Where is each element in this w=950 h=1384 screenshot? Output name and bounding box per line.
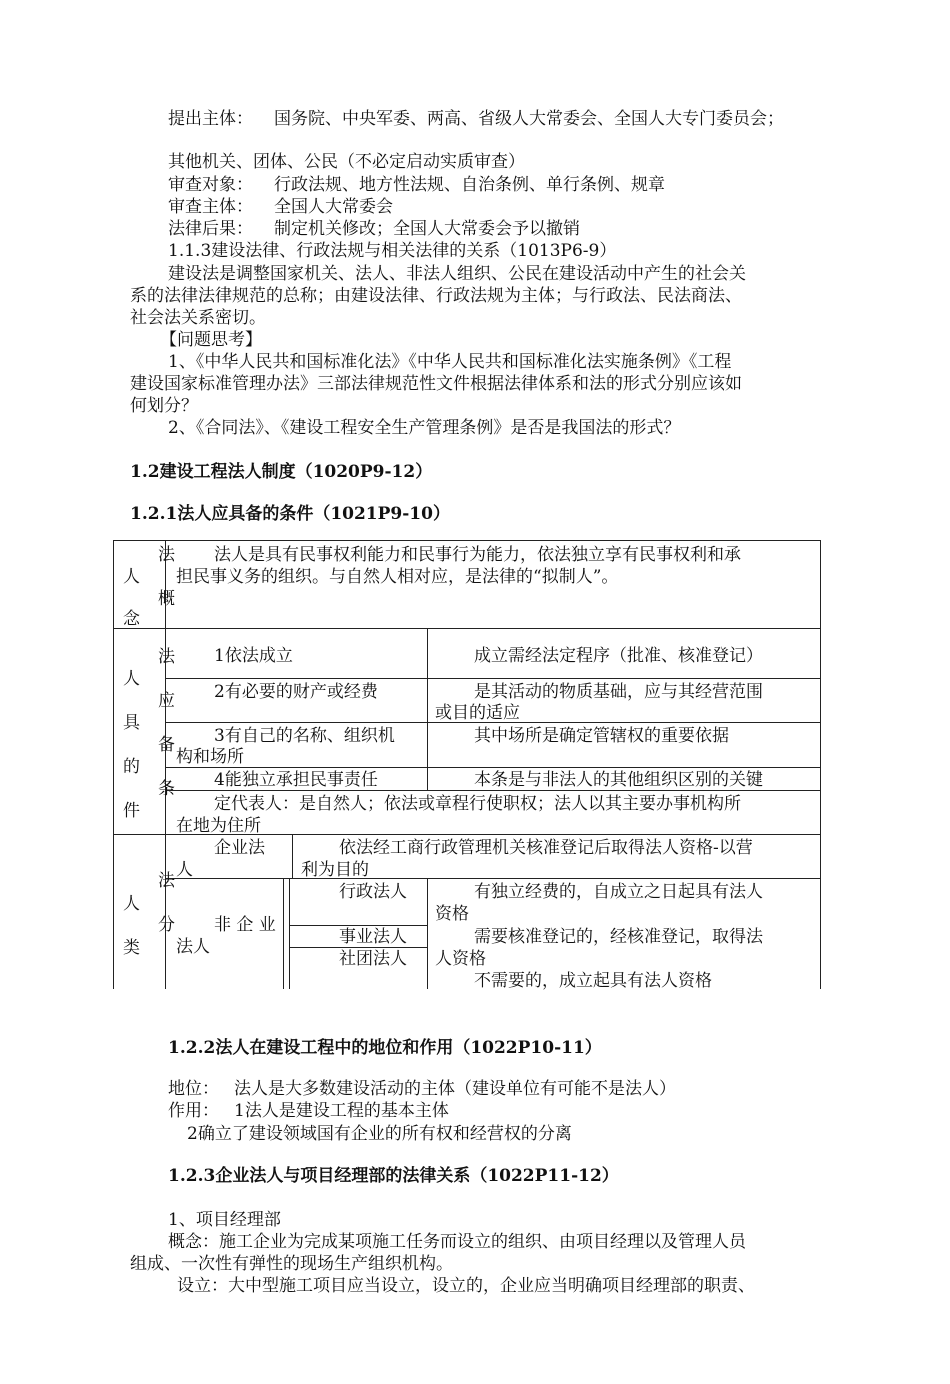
cond-left-3: 3有自己的名称、组织机 (214, 726, 395, 746)
non-enterprise-label: 非 企 业 (214, 915, 276, 935)
enterprise-label: 企业法 (214, 838, 265, 858)
paragraph-line: 系的法律法律规范的总称；由建设法律、行政法规为主体；与行政法、民法商法、 (130, 286, 742, 306)
cond-inner-3: 备 (158, 735, 175, 755)
concept-outer-2: 念 (123, 609, 140, 629)
cond-left-4: 4能独立承担民事责任 (214, 770, 378, 790)
cond-inner-1: 法 (158, 647, 175, 667)
enterprise-text-2: 利为目的 (301, 860, 369, 880)
sub-text-1: 有独立经费的，自成立之日起具有法人 (474, 882, 763, 902)
legal-consequence-text: 制定机关修改；全国人大常委会予以撤销 (274, 219, 580, 239)
enterprise-text: 依法经工商行政管理机关核准登记后取得法人资格-以营 (339, 838, 753, 858)
heading-1-2-2: 1.2.2法人在建设工程中的地位和作用（1022P10-11） (168, 1038, 602, 1058)
review-object-label: 审查对象： (168, 175, 253, 195)
cond-inner-4: 条 (158, 779, 175, 799)
cond-right-2: 是其活动的物质基础，应与其经营范围 (474, 682, 763, 702)
concept-text: 法人是具有民事权利能力和民事行为能力，依法独立享有民事权利和承 (214, 545, 741, 565)
cond-outer-3: 的 (123, 757, 140, 777)
paragraph-line: 社会法关系密切。 (130, 308, 266, 328)
class-inner-2: 分 (158, 915, 175, 935)
review-subject-text: 全国人大常委会 (274, 197, 393, 217)
heading-1-2-3: 1.2.3企业法人与项目经理部的法律关系（1022P11-12） (168, 1166, 619, 1186)
cond-right-2b: 或目的适应 (435, 703, 520, 723)
sub-text-2: 需要核准登记的，经核准登记，取得法 (474, 927, 763, 947)
submitter-text: 国务院、中央军委、两高、省级人大常委会、全国人大专门委员会； (274, 109, 784, 129)
cond-left-1: 1依法成立 (214, 646, 293, 666)
class-inner-1: 法 (158, 871, 175, 891)
question-2: 2、《合同法》、《建设工程安全生产管理条例》是否是我国法的形式？ (168, 418, 681, 438)
question-line: 建设国家标准管理办法》三部法律规范性文件根据法律体系和法的形式分别应该如 (130, 374, 742, 394)
role-text: 1法人是建设工程的基本主体 (234, 1101, 449, 1121)
cond-left-3b: 构和场所 (176, 747, 244, 767)
question-line: 何划分？ (130, 396, 198, 416)
position-label: 地位： (168, 1079, 219, 1099)
cond-right-1: 成立需经法定程序（批准、核准登记） (474, 646, 763, 666)
heading-1-2-1: 1.2.1法人应具备的条件（1021P9-10） (130, 504, 450, 524)
cond-outer-4: 件 (123, 801, 140, 821)
cond-outer-2: 具 (123, 713, 140, 733)
concept-outer-1: 人 (123, 567, 140, 587)
concept-inner-1: 法 (158, 545, 175, 565)
cond-outer-1: 人 (123, 669, 140, 689)
position-text: 法人是大多数建设活动的主体（建设单位有可能不是法人） (234, 1079, 676, 1099)
non-enterprise-label-2: 法人 (176, 937, 210, 957)
cond-inner-2: 应 (158, 691, 175, 711)
class-outer-1: 人 (123, 894, 140, 914)
review-subject-label: 审查主体： (168, 197, 253, 217)
setup-line: 设立：大中型施工项目应当设立，设立的，企业应当明确项目经理部的职责、 (177, 1276, 755, 1296)
rep-text-2: 在地为住所 (176, 816, 261, 836)
item-project-dept: 1、项目经理部 (168, 1210, 281, 1230)
concept-text: 担民事义务的组织。与自然人相对应，是法律的“拟制人”。 (176, 567, 619, 587)
sub-label-public: 事业法人 (339, 927, 407, 947)
think-title: 【问题思考】 (160, 330, 262, 350)
other-submitters: 其他机关、团体、公民（不必定启动实质审查） (168, 152, 525, 172)
enterprise-label-2: 人 (176, 860, 193, 880)
question-line: 1、《中华人民共和国标准化法》《中华人民共和国标准化法实施条例》《工程 (168, 352, 732, 372)
role-label: 作用： (168, 1101, 219, 1121)
legal-consequence-label: 法律后果： (168, 219, 253, 239)
heading-1-2: 1.2建设工程法人制度（1020P9-12） (130, 462, 433, 482)
sub-label-admin: 行政法人 (339, 882, 407, 902)
cond-left-2: 2有必要的财产或经费 (214, 682, 378, 702)
sub-text-2b: 人资格 (435, 949, 486, 969)
role-text-2: 2确立了建设领域国有企业的所有权和经营权的分离 (187, 1124, 572, 1144)
class-outer-2: 类 (123, 938, 140, 958)
sub-text-3: 不需要的，成立起具有法人资格 (474, 971, 712, 991)
paragraph-line: 建设法是调整国家机关、法人、非法人组织、公民在建设活动中产生的社会关 (168, 264, 746, 284)
cond-right-3: 其中场所是确定管辖权的重要依据 (474, 726, 729, 746)
concept-line: 概念：施工企业为完成某项施工任务而设立的组织、由项目经理以及管理人员 (168, 1232, 746, 1252)
cond-right-4: 本条是与非法人的其他组织区别的关键 (474, 770, 763, 790)
review-object-text: 行政法规、地方性法规、自治条例、单行条例、规章 (274, 175, 665, 195)
submitter-label: 提出主体： (168, 109, 253, 129)
sub-label-social: 社团法人 (339, 949, 407, 969)
section-113-title: 1.1.3建设法律、行政法规与相关法律的关系（1013P6-9） (168, 241, 617, 261)
concept-line-2: 组成、一次性有弹性的现场生产组织机构。 (130, 1254, 453, 1274)
rep-text: 定代表人：是自然人；依法或章程行使职权；法人以其主要办事机构所 (214, 794, 741, 814)
sub-text-1b: 资格 (435, 904, 469, 924)
concept-inner-2: 概 (158, 589, 175, 609)
